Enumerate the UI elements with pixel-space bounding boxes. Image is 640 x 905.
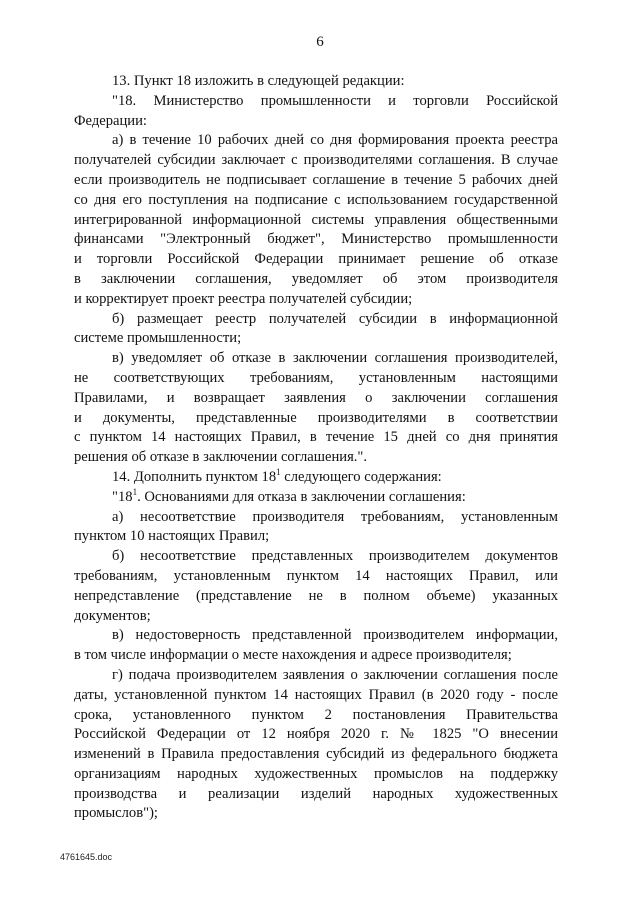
superscript: 1 [132, 486, 138, 497]
text-line: г) подача производителем заявления о заключении соглашения после [112, 666, 558, 683]
text-line: б) размещает реестр получателей субсидии в информационной [112, 310, 558, 327]
text-line: и корректирует проект реестра получателей субсидии; [74, 290, 413, 307]
text-line: интегрированной информационной системы управления общественными [74, 211, 558, 228]
text-line: Российской Федерации от 12 ноября 2020 г. № 1825 "О внесении [74, 726, 558, 743]
text-line: "18. Министерство промышленности и торговли Российской [112, 92, 558, 109]
text-line: изменений в Правила предоставления субсидий из федерального бюджета [74, 746, 558, 763]
text-line: "$18^1$. Основаниями для отказа в заключении соглашения: [112, 486, 466, 505]
text-line: Правилами, и возвращает заявления о заключении соглашения [74, 389, 558, 406]
text-line: системе промышленности; [74, 330, 242, 347]
page-number: 6 [316, 34, 324, 50]
text-line: не соответствующих требованиям, установленным настоящими [74, 369, 558, 386]
text-line: в) уведомляет об отказе в заключении соглашения производителей, [112, 350, 558, 367]
text-line: получателей субсидии заключает с производителями соглашения. В случае [74, 152, 558, 169]
text-line: и документы, представленные производителями в соответствии [74, 409, 558, 426]
text-line: а) несоответствие производителя требованиям, установленным [112, 508, 558, 525]
text-line: даты, установленной пунктом 14 настоящих Правил (в 2020 году - после [74, 686, 558, 703]
text-line: организациям народных художественных промыслов на поддержку [74, 765, 558, 782]
text-line: производства и реализации изделий народных художественных [74, 785, 558, 802]
text-line: с пунктом 14 настоящих Правил, в течение 15 дней со дня принятия [74, 429, 558, 446]
text-line: финансами "Электронный бюджет", Министерство промышленности [74, 231, 558, 248]
text-line: 13. Пункт 18 изложить в следующей редакции: [112, 73, 405, 89]
text-line: со дня его поступления на подписание с использованием государственной [74, 191, 558, 208]
text-line: документов; [74, 607, 151, 624]
text-line: в заключении соглашения, уведомляет об этом производителя [74, 270, 558, 287]
text-line: б) несоответствие представленных производителем документов [112, 548, 558, 565]
text-line: срока, установленного пунктом 2 постановления Правительства [74, 706, 558, 723]
text-line: требованиям, установленным пунктом 14 настоящих Правил, или [74, 567, 558, 584]
text-line: непредставление (представление не в полном объеме) указанных [74, 587, 558, 604]
text-line: 14. Дополнить пунктом $18^1$ следующего содержания: [112, 466, 442, 485]
text-line: а) в течение 10 рабочих дней со дня формирования проекта реестра [112, 132, 558, 149]
text-line: решения об отказе в заключении соглашения.". [74, 449, 368, 466]
file-footer: 4761645.doc [60, 852, 113, 862]
text-line: и торговли Российской Федерации принимает решение об отказе [74, 251, 558, 268]
text-line: промыслов"); [74, 805, 158, 822]
text-line: пунктом 10 настоящих Правил; [74, 528, 270, 545]
text-line: Федерации: [74, 112, 147, 129]
document-body [74, 72, 558, 824]
text-line: если производитель не подписывает соглашение в течение 5 рабочих дней [74, 171, 558, 188]
text-line: в том числе информации о месте нахождения и адресе производителя; [74, 647, 512, 664]
superscript: 1 [276, 466, 281, 477]
text-line: в) недостоверность представленной производителем информации, [112, 627, 558, 644]
